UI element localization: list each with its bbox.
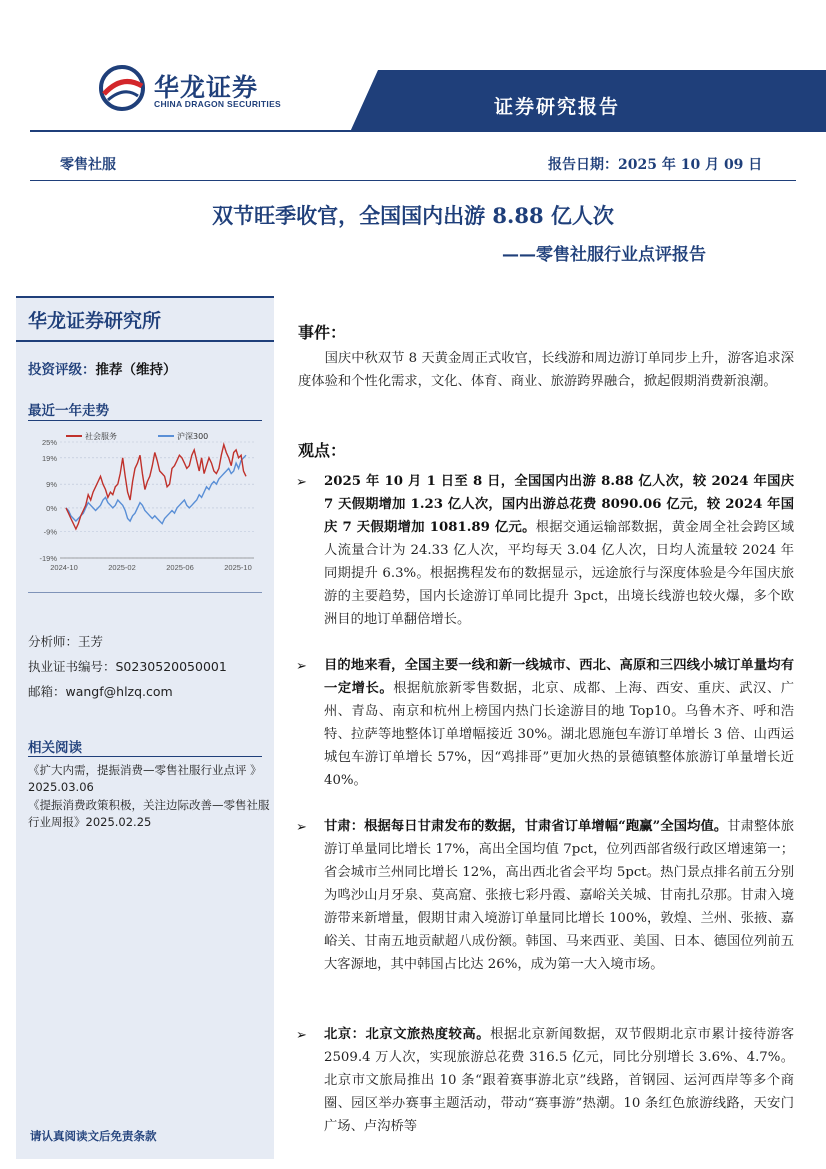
event-heading: 事件： — [298, 323, 347, 342]
company-logo-name: 华龙证券 — [154, 73, 259, 102]
y-tick-label: 9% — [46, 480, 57, 490]
investment-rating — [28, 358, 177, 378]
trend-label: 最近一年走势 — [28, 403, 109, 419]
report-title: 双节旺季收官，全国国内出游 8.88 亿人次 — [212, 203, 614, 228]
view-point — [324, 470, 794, 631]
view-heading: 观点： — [298, 441, 347, 460]
trend-chart — [26, 430, 260, 580]
point-highlight: 甘肃：根据每日甘肃发布的数据，甘肃省订单增幅“跑赢”全国均值。 — [324, 819, 728, 834]
x-tick-label: 2025-06 — [166, 563, 194, 572]
report-type-label: 证券研究报告 — [494, 96, 621, 118]
point-text: 根据北京新闻数据，双节假期北京市累计接待游客 2509.4 万人次，实现旅游总花费 316.5 亿元，同比分别增长 3.6%、4.7%。北京市文旅局推出 10 条“跟着赛事游北京”线路，首钢园、运河西岸等多个商圈、园区举办赛事主题活动，带动“赛事游”热潮。10 条红色旅游线路，天安门广场、卢沟桥等 — [324, 1027, 795, 1134]
point-highlight: 北京：北京文旅热度较高。 — [324, 1027, 491, 1042]
point-highlight: 目的地来看，全国主要一线和新一线城市、西北、高原和三四线小城订单量均有一定增长。 — [324, 658, 794, 696]
chart-x-ticks — [50, 563, 252, 572]
x-tick-label: 2025-02 — [108, 563, 136, 572]
bullet-arrow-icon: ➢ — [296, 820, 307, 835]
rating-label: 投资评级： — [28, 362, 96, 378]
view-point — [324, 654, 794, 792]
subheader-divider — [30, 180, 796, 181]
sidebar — [16, 296, 274, 1159]
x-tick-label: 2024-10 — [50, 563, 78, 572]
view-point — [324, 1023, 794, 1138]
bullet-arrow-icon: ➢ — [296, 659, 307, 674]
event-paragraph: 国庆中秋双节 8 天黄金周正式收官，长线游和周边游订单同步上升，游客追求深度体验和个性化需求，文化、体育、商业、旅游跨界融合，掀起假期消费新浪潮。 — [298, 351, 794, 389]
institute-name: 华龙证券研究所 — [28, 310, 162, 332]
x-tick-label: 2025-10 — [224, 563, 252, 572]
related-divider — [28, 756, 262, 757]
disclaimer-note: 请认真阅读文后免责条款 — [30, 1129, 157, 1143]
dragon-logo-icon — [98, 64, 146, 112]
report-subtitle: ——零售社服行业点评报告 — [502, 245, 706, 265]
related-reading-label: 相关阅读 — [28, 740, 82, 756]
bullet-arrow-icon: ➢ — [296, 475, 307, 490]
legend-label: 沪深300 — [177, 432, 209, 441]
y-tick-label: -19% — [39, 554, 57, 563]
trend-divider — [28, 420, 262, 421]
header-divider — [30, 130, 826, 132]
point-text: 甘肃整体旅游订单量同比增长 17%，高出全国均值 7pct，位列西部省级行政区增速第一；省会城市兰州同比增长 12%，高出西北省会平均 5pct。热门景点排名前五分别为鸣沙山月牙泉、莫高窟、张掖七彩丹霞、嘉峪关关城、甘南扎尕那。甘肃入境游带来新增量，假期甘肃入境游订单量同比增长 100%，敦煌、兰州、张掖、嘉峪关、甘南五地贡献超八成份额。韩国、马来西亚、美国、日本、德国位列前五大客源地，其中韩国占比达 26%，成为第一大入境市场。 — [324, 819, 795, 972]
point-text: 根据航旅新零售数据，北京、成都、上海、西安、重庆、武汉、广州、青岛、南京和杭州上榜国内热门长途游目的地 Top10。乌鲁木齐、呼和浩特、拉萨等地整体订单增幅接近 30%。湖北恩施包车游订单增长 3 倍、山西运城包车游订单增长 57%，因“鸡排哥”更加火热的景德镇整体旅游订单量增长近 40%。 — [324, 681, 795, 788]
sector-label: 零售社服 — [60, 157, 116, 173]
point-text: 根据交通运输部数据，黄金周全社会跨区域人流量合计为 24.33 亿人次，平均每天 3.04 亿人次，日均人流量较 2024 年同期提升 6.3%。根据携程发布的数据显示，远途旅行与深度体验是今年国庆旅游的主要趋势，国内长途游订单同比提升 3pct，出境长线游也较火爆，多个欧洲目的地订单翻倍增长。 — [324, 520, 794, 627]
legend-label: 社会服务 — [85, 432, 117, 441]
bullet-arrow-icon: ➢ — [296, 1028, 307, 1043]
chart-lines — [66, 445, 246, 529]
related-item[interactable]: 《提振消费政策积极，关注边际改善—零售社服行业周报》2025.02.25 — [28, 798, 270, 829]
company-logo-english: CHINA DRAGON SECURITIES — [154, 99, 282, 109]
view-point — [324, 815, 794, 976]
related-item[interactable]: 《扩大内需，提振消费—零售社服行业点评 》2025.03.06 — [28, 763, 262, 794]
y-tick-label: -9% — [43, 527, 57, 537]
rating-value: 推荐（维持） — [95, 362, 177, 378]
chart-y-ticks — [39, 438, 57, 563]
y-tick-label: 0% — [46, 503, 57, 513]
report-date: 报告日期：2025 年 10 月 09 日 — [548, 157, 763, 173]
y-tick-label: 25% — [41, 438, 57, 447]
point-highlight: 2025 年 10 月 1 日至 8 日，全国国内出游 8.88 亿人次，较 2024 年国庆 7 天假期增加 1.23 亿人次，国内出游总花费 8090.06 亿元，较 2024 年国庆 7 天假期增加 1081.89 亿元。 — [324, 474, 794, 535]
sidebar-divider — [28, 592, 262, 593]
chart-legend — [66, 431, 208, 441]
license-number: 执业证书编号：S0230520050001 — [28, 659, 227, 674]
analyst-name: 分析师：王芳 — [28, 634, 104, 649]
analyst-email[interactable]: 邮箱：wangf@hlzq.com — [28, 684, 173, 699]
y-tick-label: 19% — [41, 453, 57, 463]
